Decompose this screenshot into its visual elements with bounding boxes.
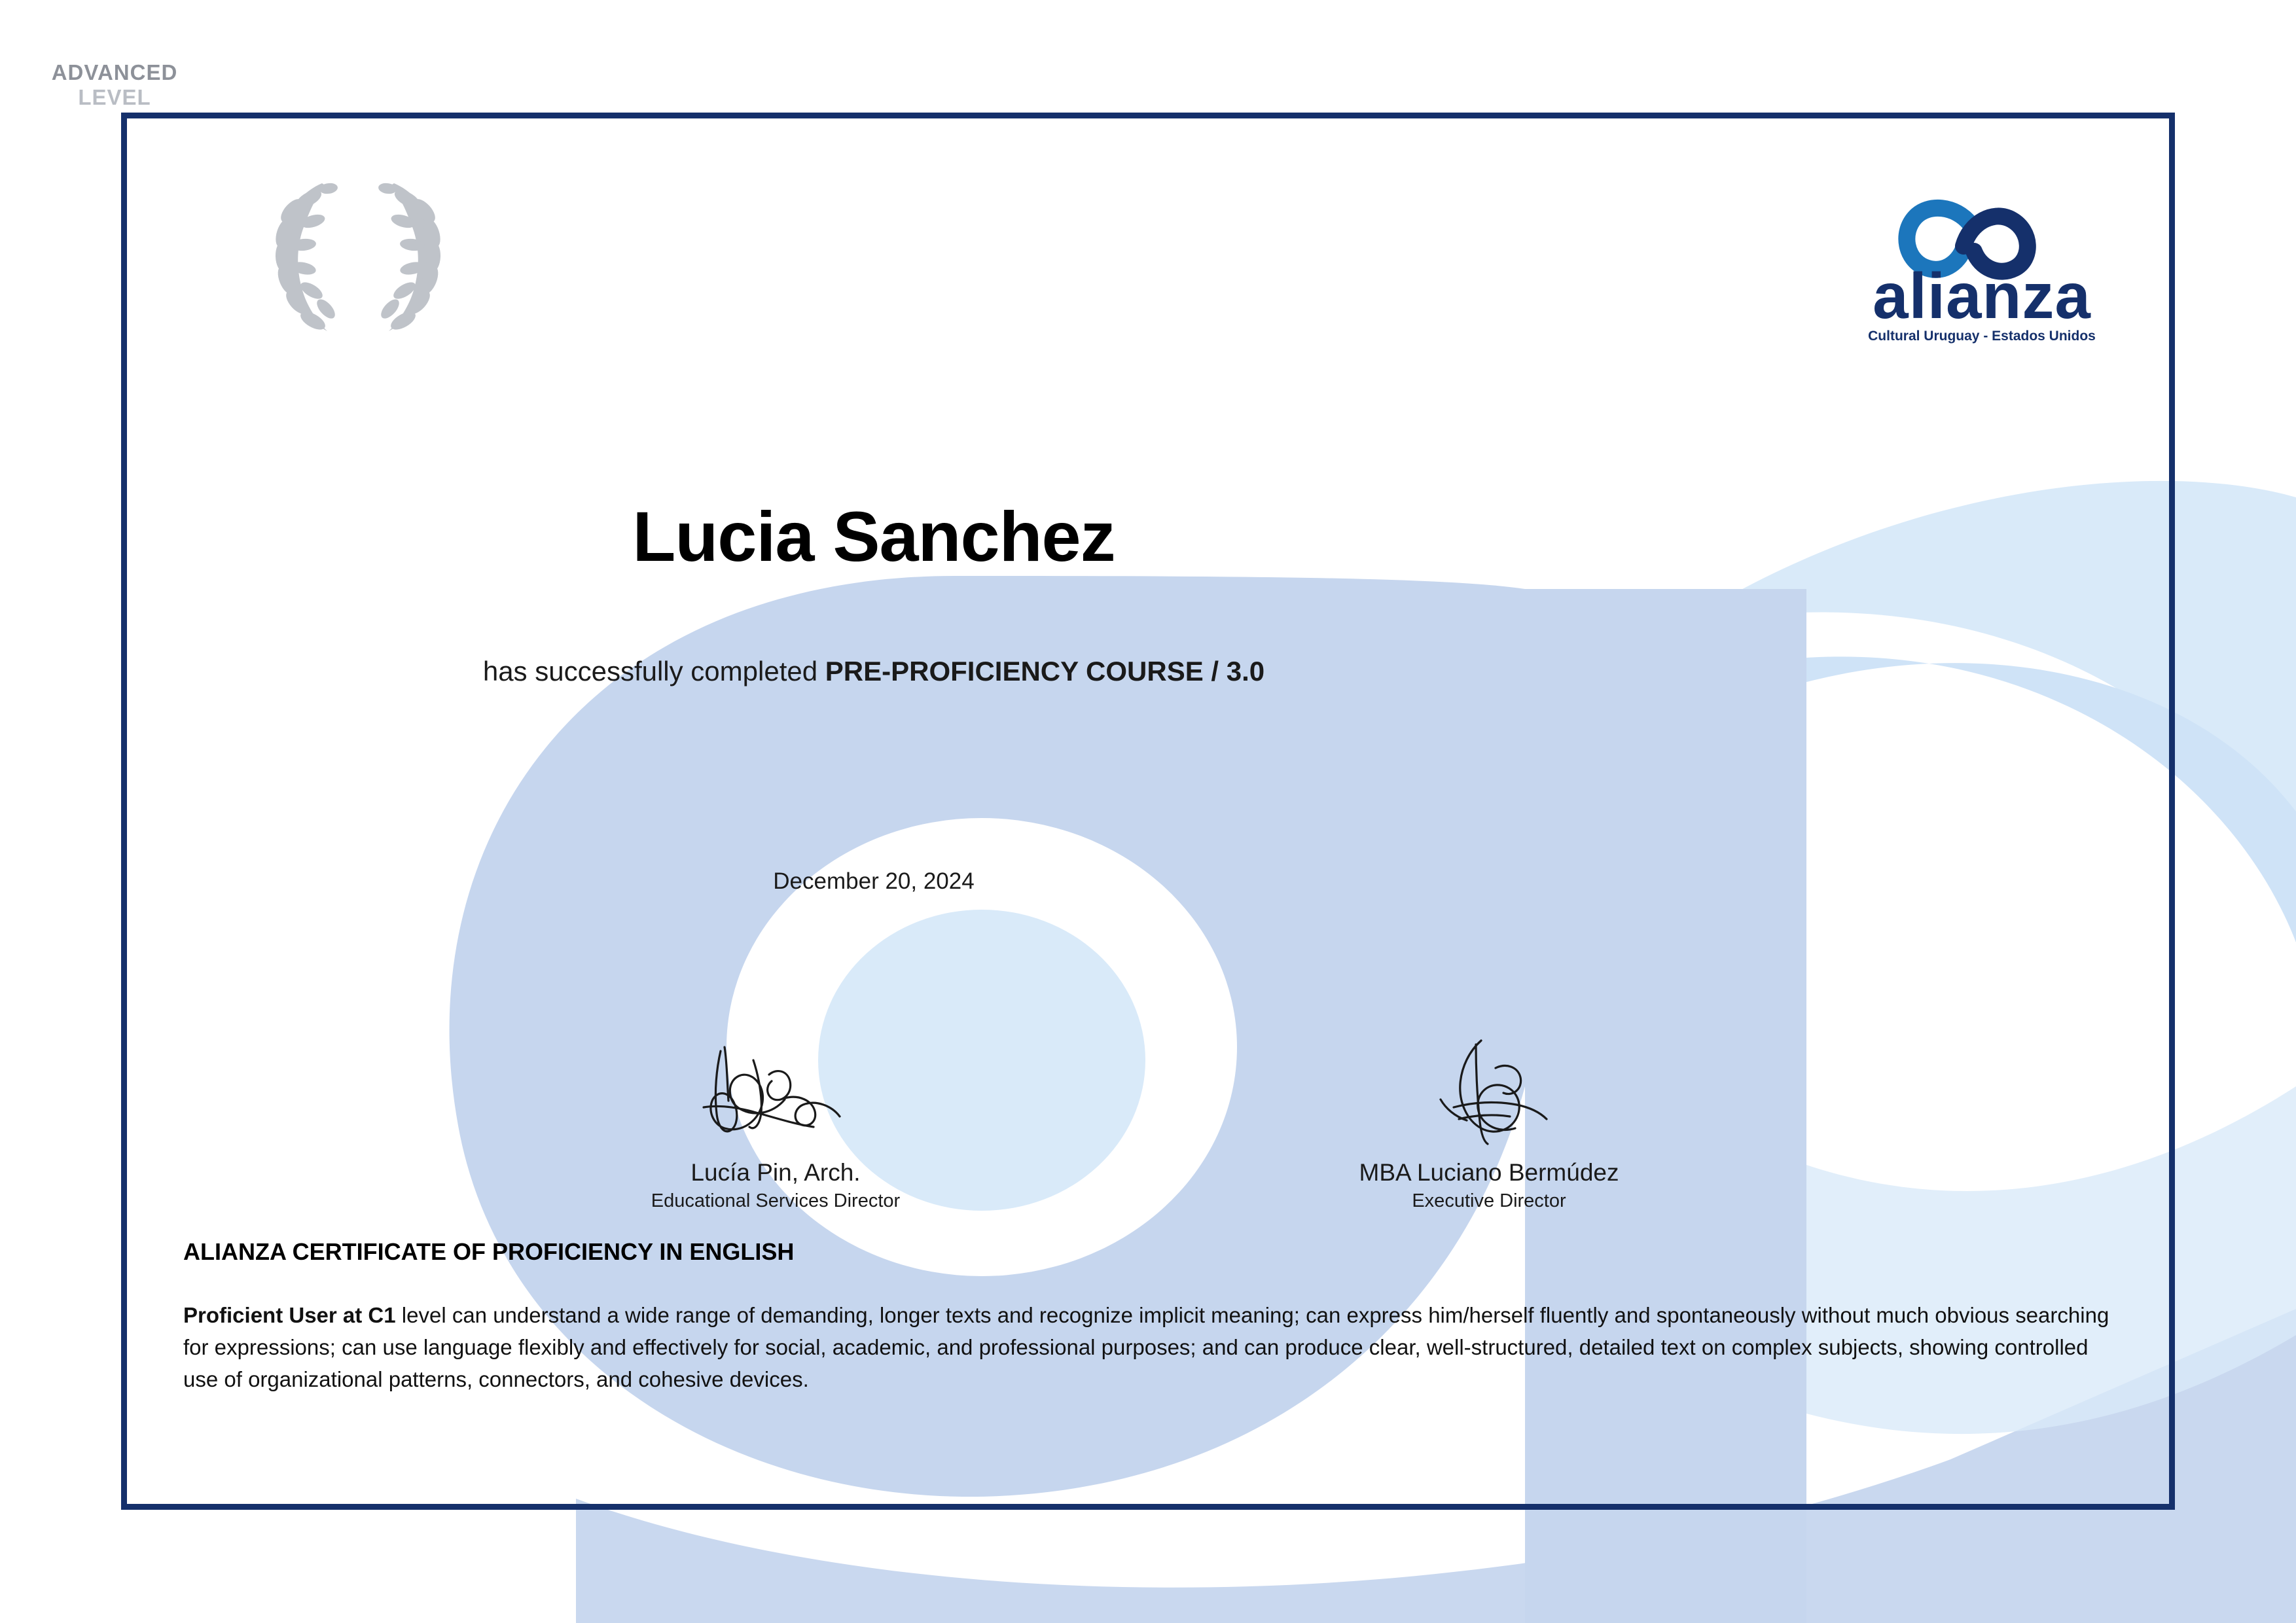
handwritten-signature-icon bbox=[1378, 1029, 1600, 1160]
badge-level-text bbox=[0, 60, 229, 110]
certificate-footer bbox=[183, 1238, 2114, 1395]
completion-prefix: has successfully completed bbox=[482, 656, 825, 687]
signature-block-executive-director bbox=[1260, 1029, 1718, 1212]
signature-role: Educational Services Director bbox=[651, 1190, 901, 1212]
recipient-name: Lucia Sanchez bbox=[632, 497, 1115, 576]
footer-level-description: level can understand a wide range of demanding, longer texts and recognize implicit meaning; can express him/herself fluently and spontaneously without much obvious searching for expressions; can use language flexibly and effectively for social, academic, and professional purposes; and can produce clear, well-structured, detailed text on complex subjects, showing controlled use of organizational patterns, connectors, and cohesive devices. bbox=[183, 1303, 2109, 1391]
badge-level-line1: ADVANCED bbox=[51, 60, 178, 84]
signature-name: MBA Luciano Bermúdez bbox=[1359, 1159, 1619, 1186]
footer-title: ALIANZA CERTIFICATE OF PROFICIENCY IN ENGLISH bbox=[183, 1238, 795, 1265]
signature-name: Lucía Pin, Arch. bbox=[691, 1159, 861, 1186]
completion-statement bbox=[121, 656, 1626, 687]
course-name: PRE-PROFICIENCY COURSE / 3.0 bbox=[825, 656, 1265, 687]
certificate-content bbox=[121, 113, 2175, 1510]
brand-tagline: Cultural Uruguay - Estados Unidos bbox=[1868, 329, 2096, 344]
svg-text:alianza: alianza bbox=[1873, 260, 2091, 332]
footer-description bbox=[183, 1300, 2114, 1395]
signature-block-educational-director bbox=[547, 1029, 1005, 1212]
signature-role: Executive Director bbox=[1412, 1190, 1566, 1212]
issue-date: December 20, 2024 bbox=[773, 868, 975, 894]
footer-level-label: Proficient User at C1 bbox=[183, 1303, 396, 1327]
handwritten-signature-icon bbox=[664, 1029, 887, 1160]
badge-level-line2: LEVEL bbox=[78, 84, 151, 109]
